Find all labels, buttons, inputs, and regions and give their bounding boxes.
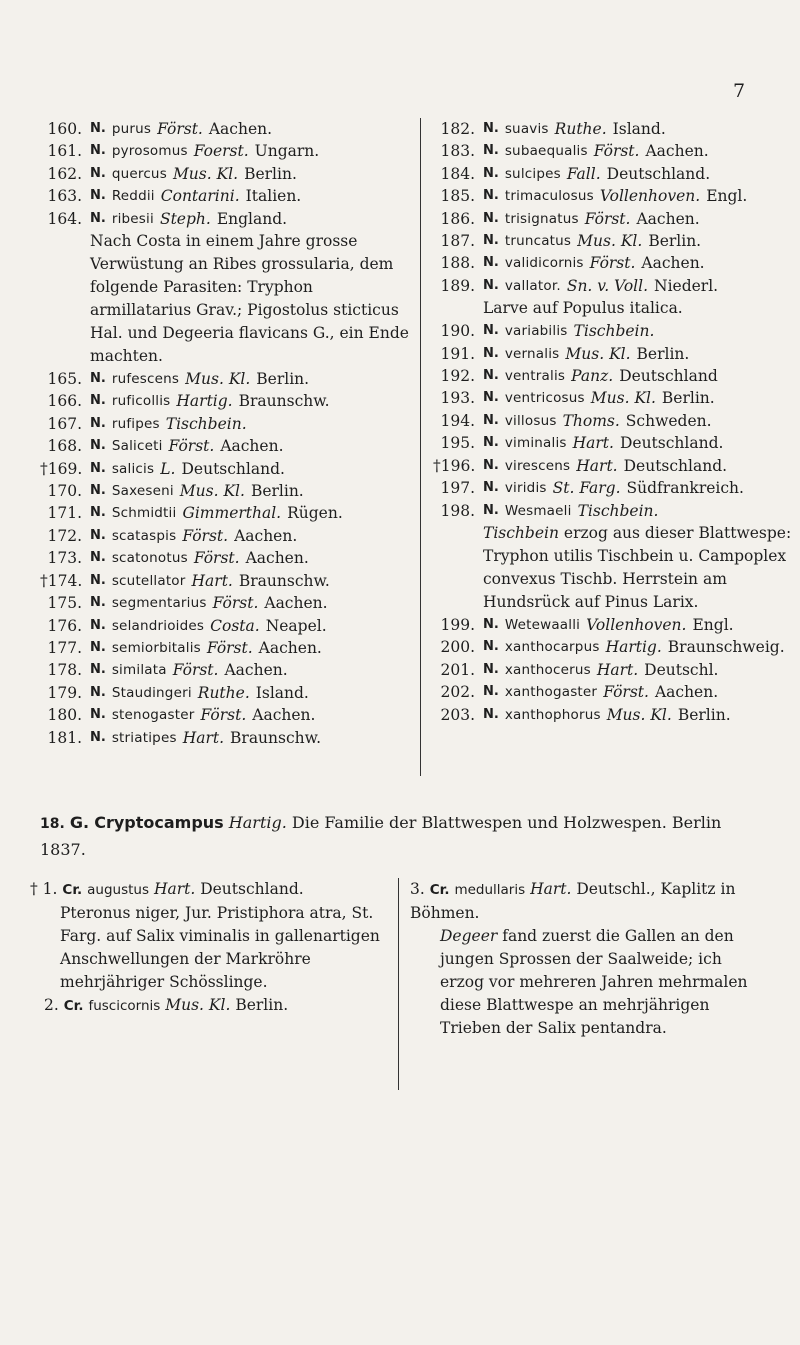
right-column [420, 118, 793, 776]
species-entry: 3. Cr. medullaris Hart. Deutschl., Kaplitz in Böhmen. [410, 880, 736, 922]
species-entry: 2. Cr. fuscicornis Mus. Kl. Berlin. [44, 996, 289, 1014]
species-entry: 179. N. Staudingeri Ruthe. Island. [47, 683, 309, 702]
species-entry: 191. N. vernalis Mus. Kl. Berlin. [440, 344, 690, 363]
species-entry: 184. N. sulcipes Fall. Deutschland. [440, 164, 711, 183]
species-entry: 185. N. trimaculosus Vollenhoven. Engl. [440, 187, 748, 206]
species-entry: 189. N. vallator. Sn. v. Voll. Niederl. [440, 276, 719, 295]
note-synonyms: Pteronus niger, Jur. Pristiphora atra, St. Farg. auf Salix viminalis in gallenartigen Anschwellungen der Markröhre mehrjähriger Schösslinge. [60, 904, 380, 991]
species-entry: 193. N. ventricosus Mus. Kl. Berlin. [440, 389, 715, 408]
species-entry: 165. N. rufescens Mus. Kl. Berlin. [47, 370, 310, 389]
species-entry: †169. N. salicis L. Deutschland. [40, 459, 285, 478]
note-medullaris: Degeer fand zuerst die Gallen an den jungen Sprossen der Saalweide; ich erzog vor mehreren Jahren mehrmalen diese Blattwespe an mehrjährigen Trieben der Salix pentandra. [440, 927, 748, 1037]
species-entry: 168. N. Saliceti Först. Aachen. [47, 437, 284, 456]
species-entry: 182. N. suavis Ruthe. Island. [440, 120, 666, 138]
species-entry: 163. N. Reddii Contarini. Italien. [47, 187, 302, 206]
species-entry: 200. N. xanthocarpus Hartig. Braunschweig. [440, 638, 785, 657]
species-entry: 187. N. truncatus Mus. Kl. Berlin. [440, 232, 702, 251]
species-entry: 170. N. Saxeseni Mus. Kl. Berlin. [47, 482, 304, 501]
species-entry: †174. N. scutellator Hart. Braunschw. [40, 571, 330, 590]
species-entry: 202. N. xanthogaster Först. Aachen. [440, 683, 719, 702]
species-entry: 198. N. Wesmaeli Tischbein. [440, 501, 659, 520]
bottom-left-column [30, 878, 399, 1090]
species-entry: 183. N. subaequalis Först. Aachen. [440, 142, 709, 161]
species-entry: 188. N. validicornis Först. Aachen. [440, 254, 705, 273]
species-entry: 190. N. variabilis Tischbein. [440, 322, 655, 341]
left-column [40, 118, 410, 749]
species-entry: 199. N. Wetewaalli Vollenhoven. Engl. [440, 615, 734, 634]
species-entry: 181. N. striatipes Hart. Braunschw. [47, 728, 321, 747]
species-entry: 178. N. similata Först. Aachen. [47, 661, 288, 680]
species-entry: 177. N. semiorbitalis Först. Aachen. [47, 638, 322, 657]
species-entry: † 1. Cr. augustus Hart. Deutschland. [30, 880, 304, 898]
note-198: Tischbein erzog aus dieser Blattwespe: Tryphon utilis Tischbein u. Campoplex convexus Tischb. Herrstein am Hundsrück auf Pinus Larix. [483, 523, 792, 611]
species-entry: 203. N. xanthophorus Mus. Kl. Berlin. [440, 705, 731, 724]
species-entry: †196. N. virescens Hart. Deutschland. [433, 456, 728, 475]
section-heading: 18. G. Cryptocampus Hartig. Die Familie der Blattwespen und Holzwespen. Berlin 1837. [40, 813, 722, 859]
species-entry: 201. N. xanthocerus Hart. Deutschl. [440, 660, 719, 679]
species-entry: 164. N. ribesii Steph. England. [47, 209, 288, 228]
species-entry: 161. N. pyrosomus Foerst. Ungarn. [47, 142, 320, 161]
species-entry: 172. N. scataspis Först. Aachen. [47, 526, 298, 545]
species-entry: 176. N. selandrioides Costa. Neapel. [47, 616, 327, 635]
species-entry: 162. N. quercus Mus. Kl. Berlin. [47, 164, 297, 183]
species-entry: 195. N. viminalis Hart. Deutschland. [440, 434, 724, 453]
species-entry: 180. N. stenogaster Först. Aachen. [47, 706, 316, 725]
species-entry: 175. N. segmentarius Först. Aachen. [47, 594, 328, 613]
note-189: Larve auf Populus italica. [483, 299, 683, 318]
species-entry: 173. N. scatonotus Först. Aachen. [47, 549, 309, 568]
note-164: Nach Costa in einem Jahre grosse Verwüstung an Ribes grossularia, dem folgende Parasiten: Tryphon armillatarius Grav.; Pigostolus sticticus Hal. und Degeeria flavicans G., ein Ende machten. [90, 232, 409, 366]
species-entry: 197. N. viridis St. Farg. Südfrankreich. [440, 479, 744, 498]
species-entry: 171. N. Schmidtii Gimmerthal. Rügen. [47, 504, 343, 523]
page-number: 7 [733, 80, 746, 102]
species-entry: 192. N. ventralis Panz. Deutschland [440, 367, 718, 386]
species-entry: 167. N. rufipes Tischbein. [47, 414, 247, 433]
species-entry: 194. N. villosus Thoms. Schweden. [440, 411, 712, 430]
species-entry: 160. N. purus Först. Aachen. [47, 120, 273, 138]
species-entry: 166. N. ruficollis Hartig. Braunschw. [47, 392, 330, 411]
species-entry: 186. N. trisignatus Först. Aachen. [440, 209, 700, 228]
bottom-right-column [410, 878, 770, 1040]
